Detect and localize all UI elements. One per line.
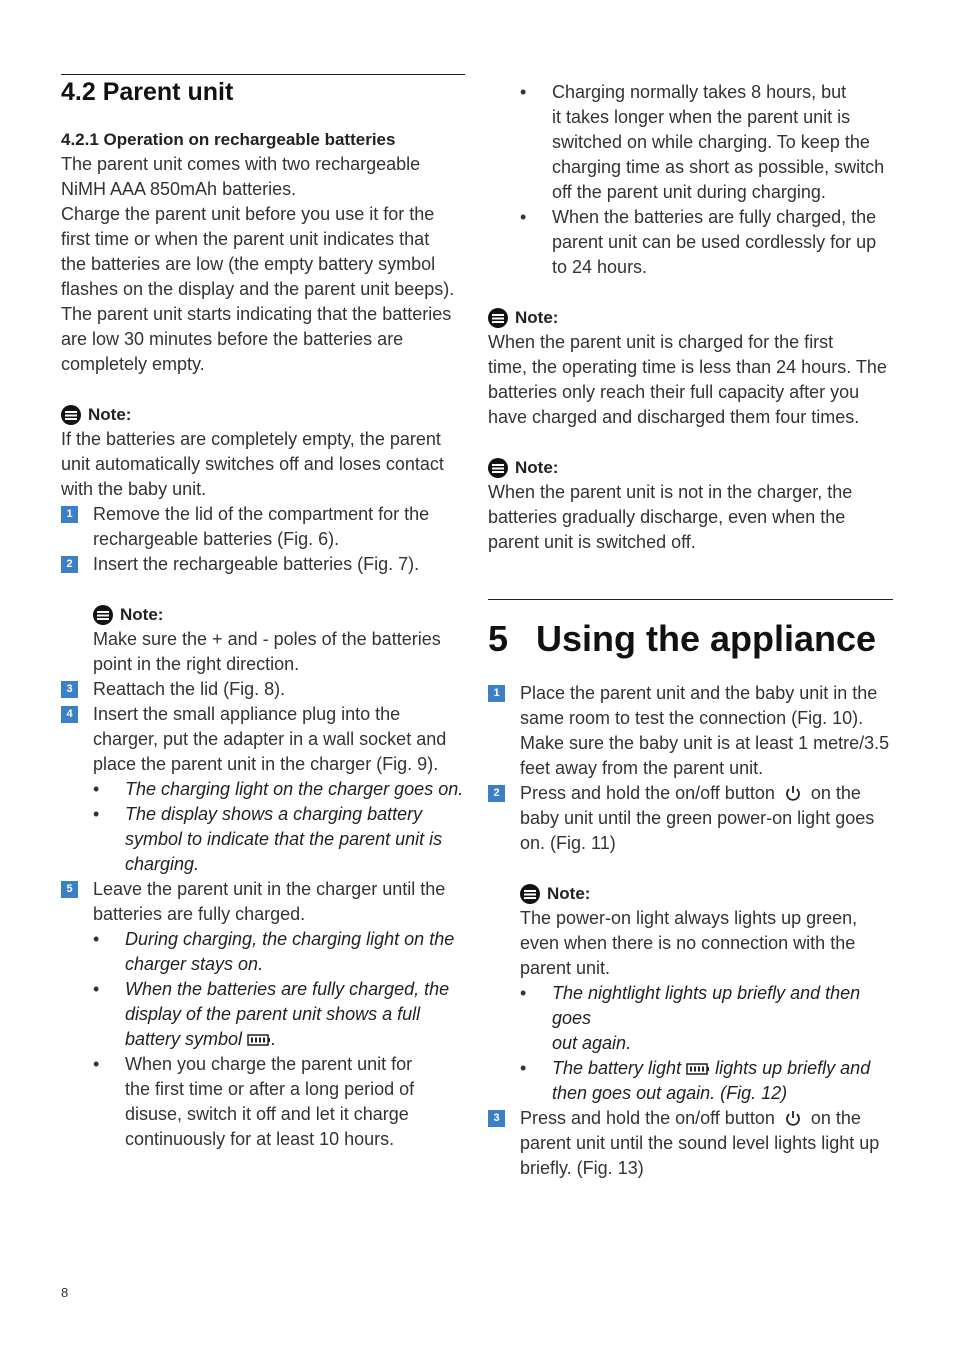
text-line: rechargeable batteries (Fig. 6). [93, 529, 340, 549]
step-number-badge: 1 [488, 685, 505, 702]
step-3 [61, 677, 465, 702]
text-line [125, 1027, 465, 1052]
note-heading [520, 881, 893, 906]
text-line: have charged and discharged them four times. [488, 407, 860, 427]
battery-icon [247, 1034, 271, 1046]
text-span: Press and hold the on/off button [520, 1108, 775, 1128]
text-line: point in the right direction. [93, 654, 300, 674]
text-line: first time or when the parent unit indicates that [61, 229, 430, 249]
text-line: The parent unit comes with two rechargeable [61, 154, 421, 174]
text-line: with the baby unit. [61, 479, 207, 499]
text-line: Charging normally takes 8 hours, but [552, 82, 847, 102]
text-line: feet away from the parent unit. [520, 758, 764, 778]
text-line: charging time as short as possible, switch [552, 157, 885, 177]
step-3 [488, 1106, 893, 1181]
text-line: When the batteries are fully charged, the [552, 207, 877, 227]
note-heading [93, 602, 465, 627]
text-line: display of the parent unit shows a full [125, 1004, 421, 1024]
bullet-mark: • [520, 207, 527, 227]
text-line: parent unit is switched off. [488, 532, 696, 552]
note-icon [520, 884, 540, 904]
text-span: on the [810, 783, 861, 803]
text-line: even when there is no connection with the [520, 933, 856, 953]
bullet-mark: • [93, 1054, 100, 1074]
text-line: NiMH AAA 850mAh batteries. [61, 179, 297, 199]
bullet-mark: • [520, 983, 527, 1003]
text-line: then goes out again. (Fig. 12) [552, 1083, 788, 1103]
step-number-badge: 3 [61, 681, 78, 698]
bullet-item [488, 80, 893, 205]
bullet-item [93, 777, 465, 802]
left-column [61, 0, 465, 1152]
text-line: When the batteries are fully charged, the [125, 979, 450, 999]
bullet-mark: • [93, 779, 100, 799]
text-span: on the [810, 1108, 861, 1128]
text-line: Charge the parent unit before you use it for the [61, 204, 435, 224]
section-title: 4.2 Parent unit [61, 78, 234, 106]
text-line: same room to test the connection (Fig. 10). [520, 708, 864, 728]
text-span: lights up briefly and [715, 1058, 871, 1078]
note-heading [488, 455, 893, 480]
note-label: Note: [88, 405, 132, 424]
bullet-item [93, 977, 465, 1052]
subsection-title: 4.2.1 Operation on rechargeable batteries [61, 130, 396, 149]
text-line: charger stays on. [125, 954, 264, 974]
text-line: Make sure the baby unit is at least 1 metre/3.5 [520, 733, 890, 753]
step-2 [61, 552, 465, 577]
bullet-mark: • [93, 804, 100, 824]
step-4 [61, 702, 465, 877]
text-line: Make sure the + and - poles of the batteries [93, 629, 441, 649]
text-line: unit automatically switches off and loses contact [61, 454, 444, 474]
text-line: The parent unit starts indicating that the batteries [61, 304, 452, 324]
text-line [520, 781, 893, 806]
text-line: During charging, the charging light on the [125, 929, 455, 949]
step-2 [488, 781, 893, 856]
text-span: battery symbol [125, 1029, 243, 1049]
text-line: Remove the lid of the compartment for the [93, 504, 430, 524]
text-line: When you charge the parent unit for [125, 1054, 413, 1074]
chapter-number: 5 [488, 618, 509, 659]
battery-icon [686, 1063, 710, 1075]
text-line: The power-on light always lights up green, [520, 908, 858, 928]
text-line: When the parent unit is charged for the first [488, 332, 834, 352]
page-number: 8 [61, 1285, 69, 1300]
text-line: place the parent unit in the charger (Fig. 9). [93, 754, 439, 774]
text-line: batteries are fully charged. [93, 904, 306, 924]
text-line: If the batteries are completely empty, the parent [61, 429, 441, 449]
bullet-item [93, 927, 465, 977]
note-label: Note: [515, 458, 559, 477]
text-line: disuse, switch it off and let it charge [125, 1104, 409, 1124]
text-line: to 24 hours. [552, 257, 648, 277]
text-line: parent unit until the sound level lights light up [520, 1133, 880, 1153]
text-line: off the parent unit during charging. [552, 182, 826, 202]
note-label: Note: [120, 605, 164, 624]
power-icon [780, 1110, 806, 1126]
intro-paragraph [61, 152, 465, 377]
bullet-item [520, 981, 893, 1056]
power-icon [780, 785, 806, 801]
bullet-mark: • [93, 979, 100, 999]
note-heading [488, 305, 893, 330]
text-line: Insert the small appliance plug into the [93, 704, 401, 724]
text-line: batteries gradually discharge, even when the [488, 507, 846, 527]
note-icon [93, 605, 113, 625]
text-line: parent unit can be used cordlessly for up [552, 232, 877, 252]
text-line: symbol to indicate that the parent unit is [125, 829, 443, 849]
text-line: time, the operating time is less than 24 hours. The [488, 357, 887, 377]
text-line: flashes on the display and the parent unit beeps). [61, 279, 455, 299]
bullet-mark: • [93, 929, 100, 949]
text-line: Reattach the lid (Fig. 8). [93, 679, 286, 699]
text-line: The nightlight lights up briefly and then goes [552, 983, 861, 1028]
note-heading [61, 402, 465, 427]
text-span: Press and hold the on/off button [520, 783, 775, 803]
step-number-badge: 5 [61, 881, 78, 898]
text-line: on. (Fig. 11) [520, 833, 616, 853]
text-line: continuously for at least 10 hours. [125, 1129, 395, 1149]
step-number-badge: 2 [61, 556, 78, 573]
text-line: the batteries are low (the empty battery symbol [61, 254, 436, 274]
text-line: When the parent unit is not in the charger, the [488, 482, 853, 502]
text-line: briefly. (Fig. 13) [520, 1158, 644, 1178]
text-line: Insert the rechargeable batteries (Fig. 7). [93, 554, 420, 574]
text-span: . [271, 1029, 277, 1049]
bullet-mark: • [520, 1058, 527, 1078]
text-line: charging. [125, 854, 200, 874]
text-line: The charging light on the charger goes on. [125, 779, 464, 799]
text-line: The display shows a charging battery [125, 804, 423, 824]
text-span: The battery light [552, 1058, 682, 1078]
text-line: out again. [552, 1033, 632, 1053]
section-rule [61, 74, 465, 75]
step-number-badge: 3 [488, 1110, 505, 1127]
bullet-item [93, 1052, 465, 1152]
note-icon [61, 405, 81, 425]
text-line: completely empty. [61, 354, 205, 374]
bullet-item [488, 205, 893, 280]
text-line: batteries only reach their full capacity after you [488, 382, 860, 402]
step-1 [488, 681, 893, 781]
text-line: switched on while charging. To keep the [552, 132, 870, 152]
text-line: Leave the parent unit in the charger until the [93, 879, 446, 899]
text-line [520, 1106, 893, 1131]
step-number-badge: 4 [61, 706, 78, 723]
step-number-badge: 2 [488, 785, 505, 802]
step-5 [61, 877, 465, 1152]
bullet-mark: • [520, 82, 527, 102]
chapter-title-text: Using the appliance [536, 618, 877, 659]
bullet-item [520, 1056, 893, 1106]
note-icon [488, 458, 508, 478]
chapter-rule [488, 599, 893, 600]
text-line: it takes longer when the parent unit is [552, 107, 851, 127]
right-column [488, 0, 893, 1181]
note-label: Note: [515, 308, 559, 327]
text-line: are low 30 minutes before the batteries are [61, 329, 404, 349]
step-1 [61, 502, 465, 552]
text-line: charger, put the adapter in a wall socket and [93, 729, 447, 749]
text-line: Place the parent unit and the baby unit in the [520, 683, 878, 703]
step-number-badge: 1 [61, 506, 78, 523]
bullet-item [93, 802, 465, 877]
note-label: Note: [547, 884, 591, 903]
text-line: baby unit until the green power-on light goes [520, 808, 875, 828]
note-text [61, 427, 465, 502]
text-line: the first time or after a long period of [125, 1079, 415, 1099]
text-line: parent unit. [520, 958, 611, 978]
note-icon [488, 308, 508, 328]
text-line [552, 1056, 893, 1081]
chapter-title [488, 619, 893, 659]
